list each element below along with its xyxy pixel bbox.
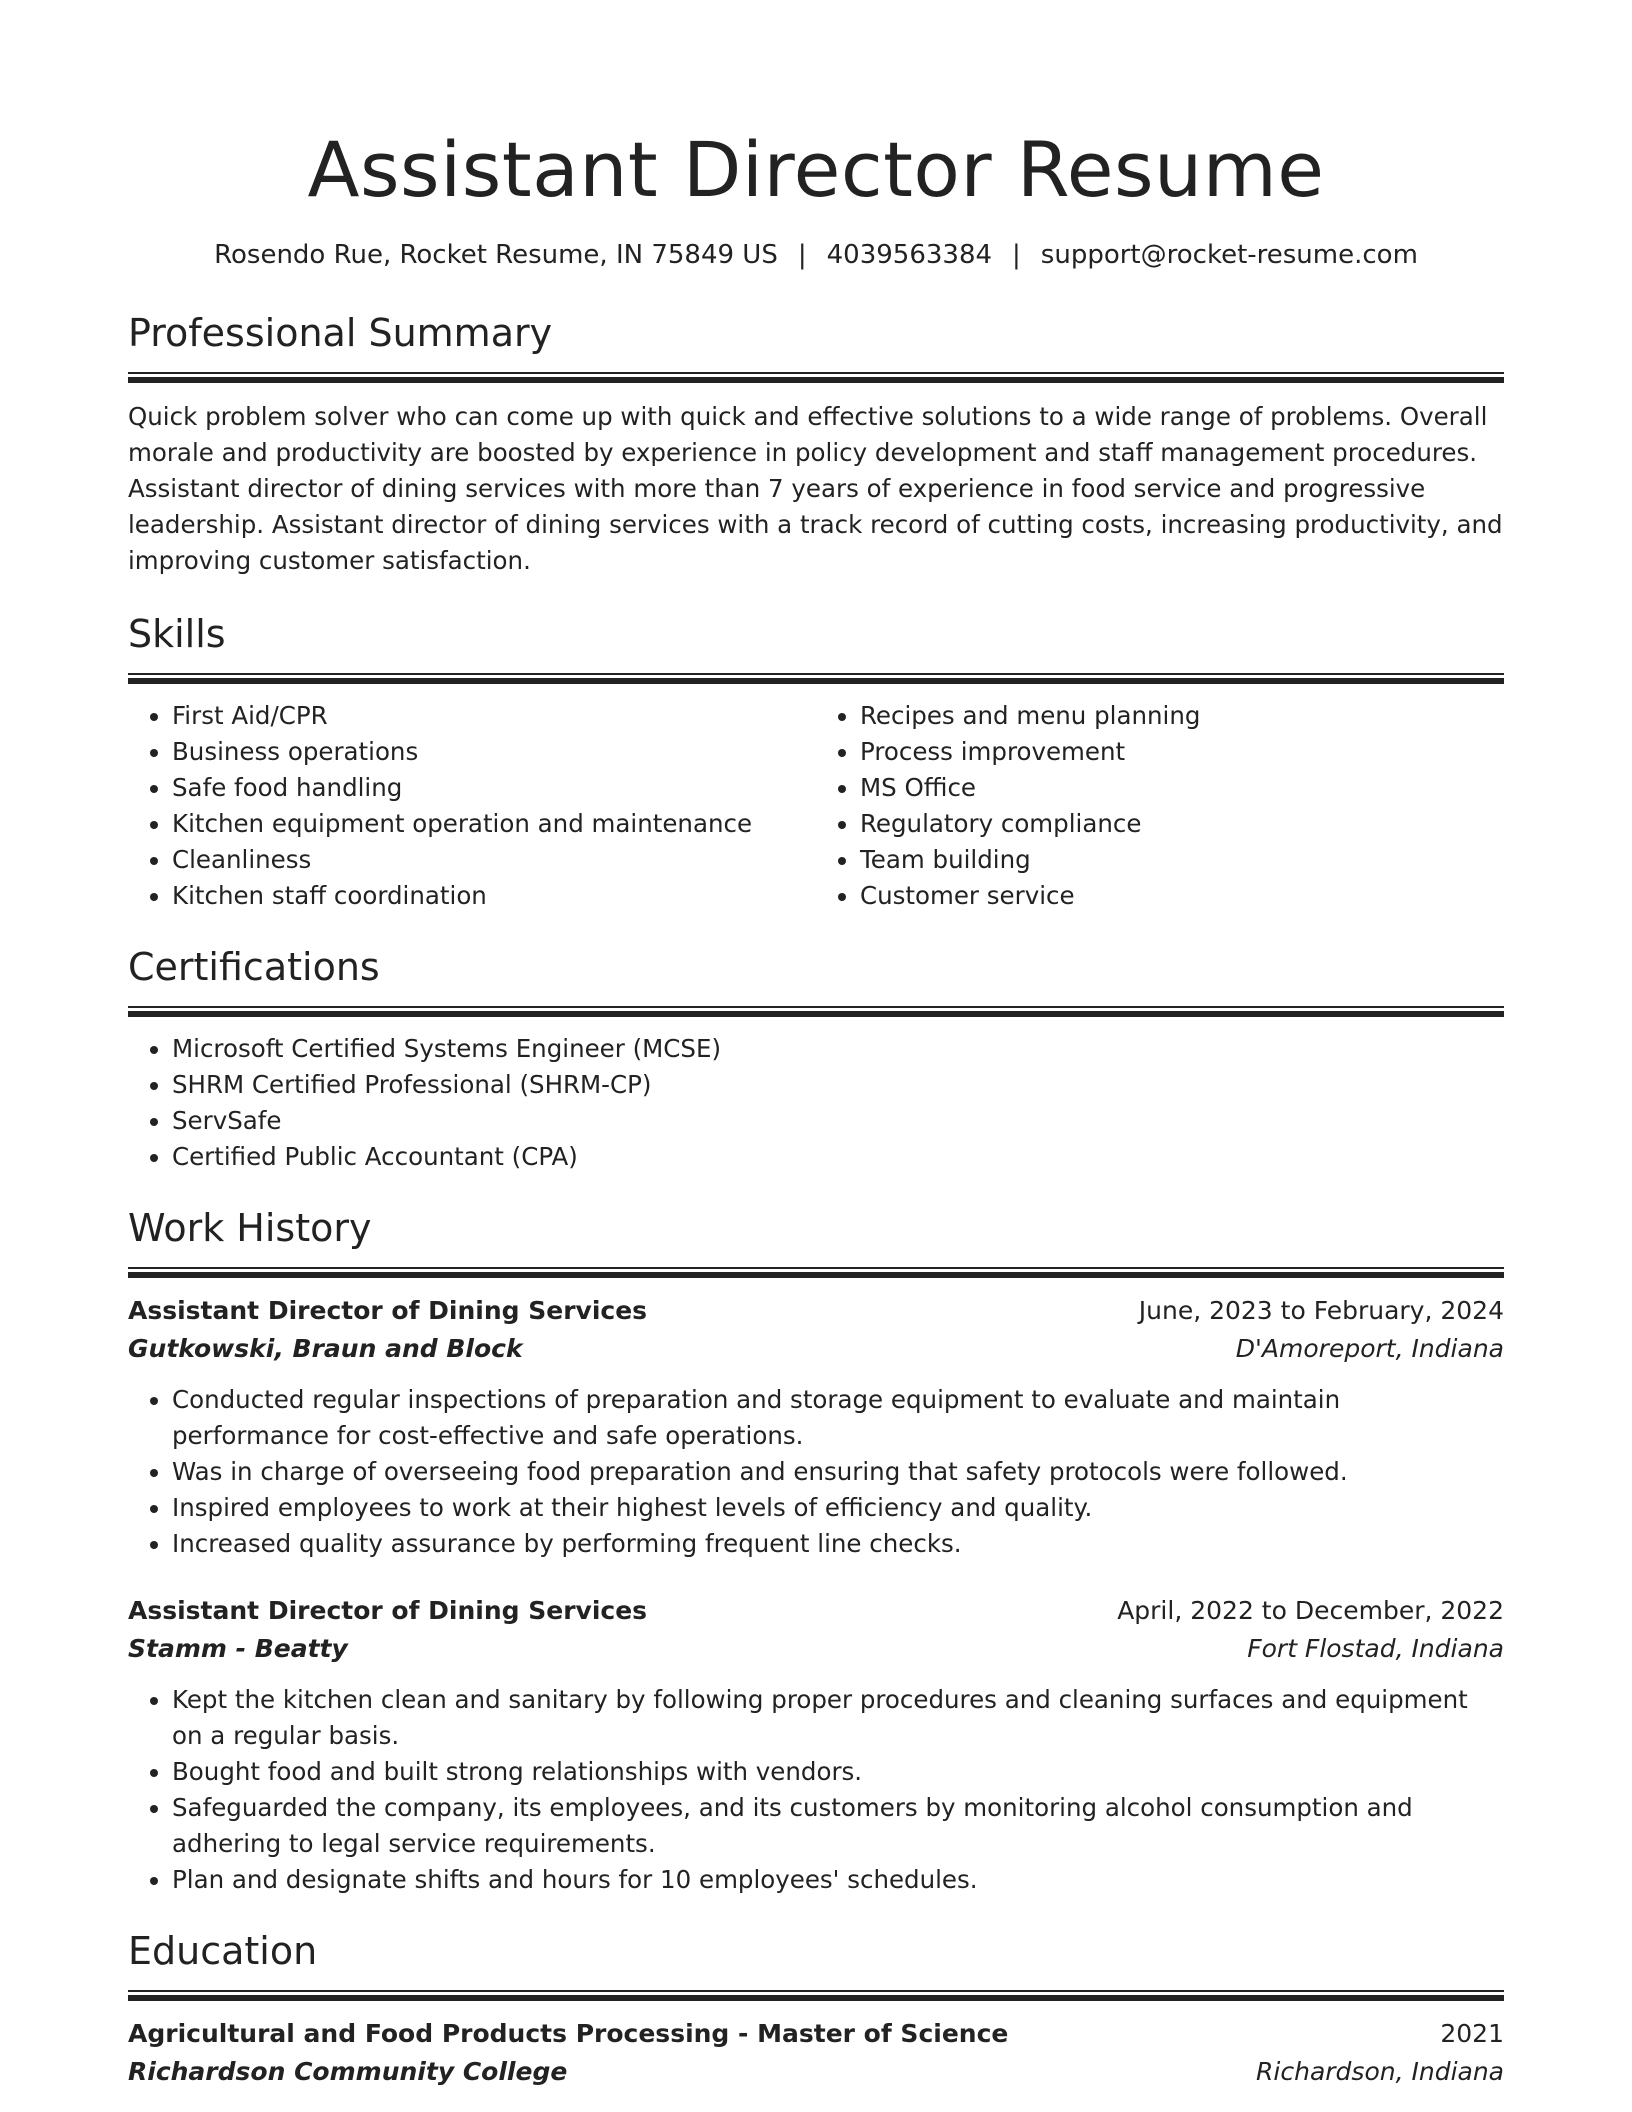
job-bullets [128, 1682, 1504, 1898]
job-company: Stamm - Beatty [128, 1634, 348, 1663]
certifications-list [128, 1031, 1504, 1175]
education-year: 2021 [1440, 2019, 1504, 2048]
work-history-heading: Work History [128, 1206, 372, 1250]
job-bullet: • Was in charge of overseeing food preparation and ensuring that safety protocols were followed. [172, 1454, 1504, 1490]
certifications-section [128, 942, 1504, 1175]
contact-phone: 4039563384 [826, 240, 993, 270]
job-bullet: • Safeguarded the company, its employees, and its customers by monitoring alcohol consumption and adhering to legal service requirements. [172, 1790, 1504, 1862]
job-title: Assistant Director of Dining Services [128, 1296, 648, 1325]
job-header [128, 1592, 1504, 1630]
job-bullet: • Bought food and built strong relationships with vendors. [172, 1754, 1504, 1790]
skill-item: • First Aid/CPR [172, 698, 816, 734]
contact-line [128, 238, 1504, 272]
skill-item: • Recipes and menu planning [860, 698, 1504, 734]
job-bullet: • Conducted regular inspections of preparation and storage equipment to evaluate and maintain performance for cost-effective and safe operations. [172, 1382, 1504, 1454]
work-history-section [128, 1203, 1504, 1898]
contact-email[interactable]: support@rocket-resume.com [1040, 240, 1418, 270]
education-location: Richardson, Indiana [1256, 2057, 1504, 2086]
skill-item: • Customer service [860, 878, 1504, 914]
resume-title: Assistant Director Resume [307, 125, 1325, 214]
education-degree: Agricultural and Food Products Processing - Master of Science [128, 2019, 1009, 2048]
summary-text: Quick problem solver who can come up with quick and effective solutions to a wide range of problems. Overall morale and productivity are boosted by experience in policy development and staff management procedures. Assistant director of dining services with more than 7 years of experience in food service and progressive leadership. Assistant director of dining services with a track record of cutting costs, increasing productivity, and improving customer satisfaction. [128, 402, 1503, 575]
job-subheader [128, 1630, 1504, 1668]
contact-separator: | [1012, 240, 1021, 270]
skill-item: • Cleanliness [172, 842, 816, 878]
skills-list-left [128, 698, 816, 914]
job-bullet: • Increased quality assurance by performing frequent line checks. [172, 1526, 1504, 1562]
job-dates: April, 2022 to December, 2022 [1117, 1596, 1504, 1625]
skills-heading: Skills [128, 612, 226, 656]
certifications-heading: Certifications [128, 945, 380, 989]
education-subheader [128, 2053, 1504, 2091]
summary-heading: Professional Summary [128, 311, 553, 355]
skills-grid [128, 698, 1504, 914]
skill-item: • Regulatory compliance [860, 806, 1504, 842]
skill-item: • Safe food handling [172, 770, 816, 806]
skill-item: • Team building [860, 842, 1504, 878]
job-bullets [128, 1382, 1504, 1562]
education-heading: Education [128, 1929, 318, 1973]
job-location: Fort Flostad, Indiana [1247, 1634, 1504, 1663]
section-divider [128, 1006, 1504, 1017]
education-section [128, 1926, 1504, 2091]
education-school: Richardson Community College [128, 2057, 568, 2086]
job-header [128, 1292, 1504, 1330]
section-divider [128, 1267, 1504, 1278]
job-bullet: • Inspired employees to work at their highest levels of efficiency and quality. [172, 1490, 1504, 1526]
job-bullet: • Kept the kitchen clean and sanitary by following proper procedures and cleaning surfaces and equipment on a regular basis. [172, 1682, 1504, 1754]
job-company: Gutkowski, Braun and Block [128, 1334, 523, 1363]
skill-item: • MS Office [860, 770, 1504, 806]
certification-item: • Certified Public Accountant (CPA) [172, 1139, 1504, 1175]
education-header [128, 2015, 1504, 2053]
job-bullet: • Plan and designate shifts and hours for 10 employees' schedules. [172, 1862, 1504, 1898]
job-entry [128, 1292, 1504, 1562]
section-divider [128, 372, 1504, 383]
skills-list-right [816, 698, 1504, 914]
skill-item: • Kitchen staff coordination [172, 878, 816, 914]
skill-item: • Process improvement [860, 734, 1504, 770]
job-title: Assistant Director of Dining Services [128, 1596, 648, 1625]
summary-section [128, 308, 1504, 579]
job-entry [128, 1592, 1504, 1898]
job-subheader [128, 1330, 1504, 1368]
certification-item: • ServSafe [172, 1103, 1504, 1139]
education-entry [128, 2015, 1504, 2091]
job-location: D'Amoreport, Indiana [1235, 1334, 1504, 1363]
contact-separator: | [797, 240, 807, 270]
job-dates: June, 2023 to February, 2024 [1138, 1296, 1504, 1325]
skills-section [128, 609, 1504, 914]
skill-item: • Business operations [172, 734, 816, 770]
section-divider [128, 673, 1504, 684]
contact-address: Rosendo Rue, Rocket Resume, IN 75849 US [214, 240, 778, 270]
section-divider [128, 1990, 1504, 2001]
skill-item: • Kitchen equipment operation and maintenance [172, 806, 816, 842]
certification-item: • SHRM Certified Professional (SHRM-CP) [172, 1067, 1504, 1103]
certification-item: • Microsoft Certified Systems Engineer (MCSE) [172, 1031, 1504, 1067]
